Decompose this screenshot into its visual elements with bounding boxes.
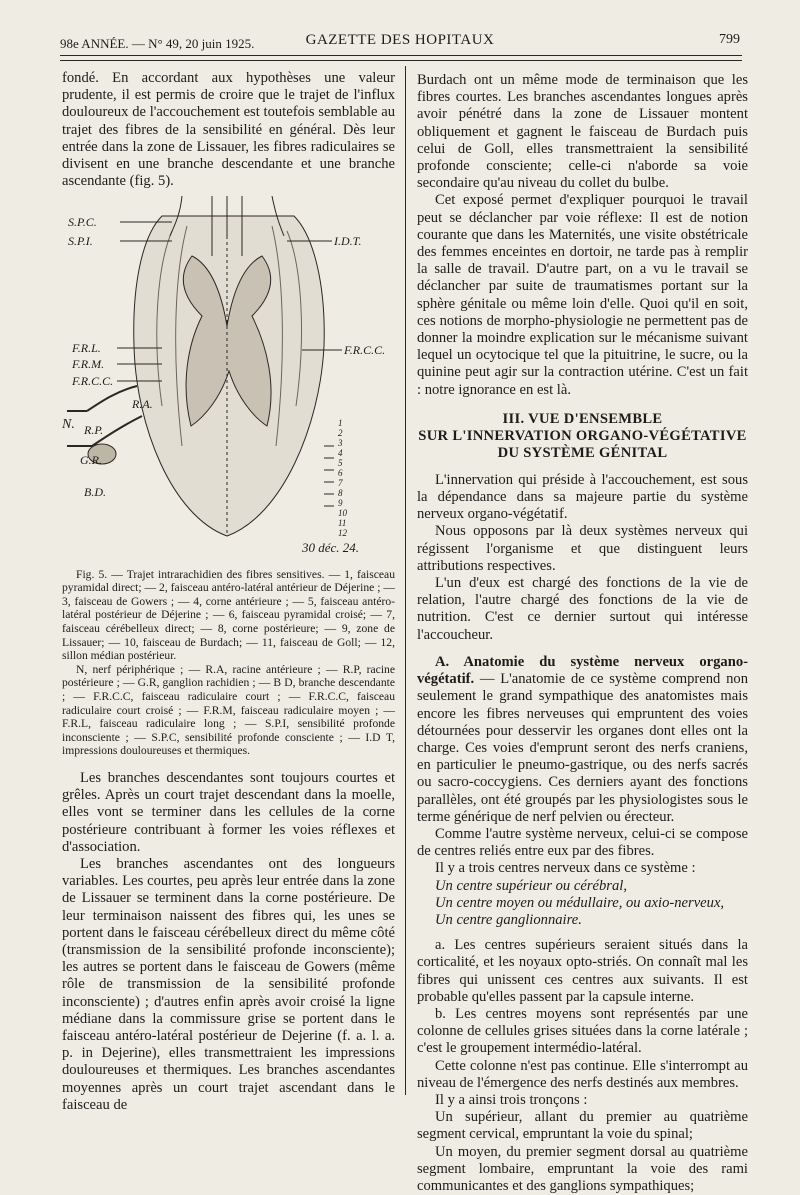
right-paragraph-1: Burdach ont un même mode de terminaison que les fibres courtes. Les branches ascendantes longues après avoir pénétré dans la zone de Lissauer montent obliquement et gagnent le faisceau de Burdach puis celui de Goll, elles transmettraient la sensibilité profonde consciente; celle-ci n'aborde sa voie secondaire qu'au niveau du collet du bulbe. <box>417 72 748 192</box>
header-rule <box>60 55 742 56</box>
column-divider <box>405 66 406 1095</box>
header-rule-2 <box>60 60 742 61</box>
right-paragraph-5: L'un d'eux est chargé des fonctions de la vie de relation, l'autre chargé des fonctions de la vie de nutrition. C'est ce dernier surtout qui intéresse l'accoucheur. <box>417 575 748 643</box>
tick-label-9: 9 <box>338 498 343 509</box>
list-item: Un centre supérieur ou cérébral, <box>435 877 627 894</box>
centres-list <box>417 878 748 930</box>
heading-line-1: III. VUE D'ENSEMBLE <box>502 410 663 427</box>
right-paragraph-7: Comme l'autre système nerveux, celui-ci se compose de centres reliés entre eux par des fibres. <box>417 825 748 860</box>
label-spi: S.P.I. <box>68 234 93 249</box>
label-spc: S.P.C. <box>68 215 97 230</box>
right-paragraph-13: Un supérieur, allant du premier au quatrième segment cervical, empruntant la voie du spinal; <box>417 1109 748 1143</box>
right-paragraph-6 <box>417 654 748 826</box>
right-paragraph-11: Cette colonne n'est pas continue. Elle s'interrompt au niveau de l'émergence des nerfs destinés aux membres. <box>417 1057 748 1091</box>
right-paragraph-9: a. Les centres supérieurs seraient situés dans la corticalité, et les noyaux opto-striés. On connaît mal les fibres qui unissent ces centres aux suivants. Il est probable qu'elles passent par la capsule interne. <box>417 937 748 1005</box>
left-paragraph-3: Les branches ascendantes ont des longueurs variables. Les courtes, peu après leur entrée dans la zone de Lissauer se terminent dans la corne postérieure. De leur terminaison naissent des fibres qui, les unes se portent dans le faisceau cérébelleux direct du même côté (transmission de la sensibilité profonde inconsciente); les autres se portent dans le faisceau de Gowers (même rôle de transmission de la sensibilité profonde inconsciente) ; d'autres enfin après avoir croisé la ligne médiane dans la commissure grise se portent dans le faisceau antéro-latéral postérieur de Dejerine (f. a. l. a. p. in Dejerine), elles transmettraient les impressions douloureuses et thermiques. Les branches ascendantes moyennes après un court trajet ascendant dans le faisceau de <box>62 855 395 1113</box>
tick-label-4: 4 <box>338 448 343 459</box>
tick-label-2: 2 <box>338 428 343 439</box>
label-gr: G.R. <box>80 453 102 468</box>
label-frl: F.R.L. <box>72 341 101 356</box>
label-ra: R.A. <box>132 397 153 412</box>
right-paragraph-10: b. Les centres moyens sont représentés par une colonne de cellules grises situées dans la corne latérale ; c'est le groupement intermédio-latéral. <box>417 1005 748 1057</box>
tick-label-7: 7 <box>338 478 343 489</box>
label-n: N. <box>62 417 75 433</box>
issue-info: 98e ANNÉE. — N° 49, 20 juin 1925. <box>60 36 255 51</box>
tick-label-5: 5 <box>338 458 343 469</box>
section-heading <box>417 411 748 462</box>
tick-label-8: 8 <box>338 488 343 499</box>
subheading-anatomie: A. Anatomie du système nerveux organo-végétatif. <box>417 653 748 688</box>
figure-spinal-cord <box>62 196 395 558</box>
list-item: Un centre moyen ou médullaire, ou axio-nerveux, <box>435 894 725 911</box>
heading-line-3: DU SYSTÈME GÉNITAL <box>497 444 668 461</box>
page-number: 799 <box>719 32 740 47</box>
left-paragraph-2: Les branches descendantes sont toujours courtes et grêles. Après un court trajet descendant dans la moelle, elles vont se terminer dans les cellules de la corne postérieure contribuant à former les voies réflexes et d'association. <box>62 769 395 855</box>
label-idt: I.D.T. <box>334 234 362 249</box>
tick-label-3: 3 <box>338 438 343 449</box>
page-header <box>60 30 740 52</box>
right-paragraph-6-text: — L'anatomie de ce système comprend non seulement le grand sympathique des anatomistes mais encore les fibres nerveuses qui empruntent des voies détournées pour desservir les organes dont elles ont la charge. Ces voies d'emprunt seront des nerfs craniens, en particulier le pneumo-gastrique, ou des nerfs sacrés ou sacro-coccygiens. Ces derniers ayant des fonctions parallèles, ont été groupés par les physiologistes sous le terme générique de nerf pelvien ou érecteur. <box>417 671 748 825</box>
list-item: Un centre ganglionnaire. <box>435 911 582 928</box>
label-frcc2: F.R.C.C. <box>72 374 114 389</box>
left-column <box>62 70 395 1114</box>
tick-label-11: 11 <box>338 518 347 529</box>
label-rp: R.P. <box>84 423 104 438</box>
label-frcc: F.R.C.C. <box>344 343 386 358</box>
right-paragraph-3: L'innervation qui préside à l'accouchement, est sous la dépendance dans sa majeure partie du système nerveux organo-végétatif. <box>417 471 748 523</box>
tick-label-1: 1 <box>338 418 343 429</box>
right-paragraph-4: Nous opposons par là deux systèmes nerveux qui régissent l'organisme et que distinguent leurs attributions respectives. <box>417 523 748 574</box>
label-bd: B.D. <box>84 485 106 500</box>
right-paragraph-2: Cet exposé permet d'expliquer pourquoi le travail peut se déclancher par voie réflexe: Il est de notion courante que dans les Maternités, une visite obstétricale des femmes enceintes en dortoir, ne tarde pas à remplir la salle de travail. D'autre part, on a vu le travail se déclancher par suite de traumatismes portant sur la sphère génitale ou même loin d'elle. Quoi qu'il en soit, ces notions de morpho-physiologie ne permettent pas de donner la moindre explication sur le mécanisme suivant lequel un ocytocique tel que la pituitrine, le sucre, ou la quinine peut agir sur la contraction utérine. C'est un fait : notre ignorance en est là. <box>417 192 748 398</box>
journal-title: GAZETTE DES HOPITAUX <box>305 32 495 48</box>
right-paragraph-8: Il y a trois centres nerveux dans ce système : <box>435 860 696 877</box>
tick-label-10: 10 <box>338 508 347 519</box>
right-paragraph-12: Il y a ainsi trois tronçons : <box>435 1091 588 1108</box>
caption-legend: N, nerf périphérique ; — R.A, racine antérieure ; — R.P, racine postérieure ; — G.R, ganglion rachidien ; — B D, branche descendante ; — F.R.C.C, faisceau radiculaire court ; — F.R.C.C, faisceau radiculaire court croisé ; — F.R.M, faisceau radiculaire moyen ; — F.R.L, faisceau radiculaire long ; — S.P.I, sensibilité profonde inconsciente ; — S.P.C, sensibilité profonde consciente ; — I.D T, impressions douloureuses et thermiques. <box>62 662 395 758</box>
right-paragraph-14: Un moyen, du premier segment dorsal au quatrième segment lombaire, empruntant la voie des rami communicantes et des ganglions sympathiques; <box>417 1143 748 1194</box>
figure-caption <box>62 568 395 758</box>
right-column <box>417 72 748 1195</box>
heading-line-2: SUR L'INNERVATION ORGANO-VÉGÉTATIVE <box>418 427 747 444</box>
left-paragraph-1: fondé. En accordant aux hypothèses une valeur prudente, il est permis de croire que le trajet de l'influx douloureux de l'accouchement est toutefois semblable au trajet des fibres de la sensibilité en général. Dès leur entrée dans la zone de Lissauer, les fibres radiculaires se divisent en une branche descendante et une branche ascendante (fig. 5). <box>62 70 395 190</box>
label-frm: F.R.M. <box>72 357 105 372</box>
caption-text: Fig. 5. — Trajet intrarachidien des fibres sensitives. — 1, faisceau pyramidal direct; — 2, faisceau antéro-latéral antérieur de Déjerine ; — 3, faisceau de Gowers ; — 4, corne antérieure ; — 5, faisceau antéro-latéral postérieur de Déjerine ; — 6, faisceau pyramidal croisé; — 7, faisceau cérébelleux direct; — 8, corne postérieure; — 9, zone de Lissauer; — 10, faisceau de Burdach; — 11, faisceau de Goll; — 12, sillon médian postérieur. <box>62 567 395 663</box>
artist-signature: 30 déc. 24. <box>302 540 360 556</box>
tick-label-12: 12 <box>338 528 347 539</box>
tick-label-6: 6 <box>338 468 343 479</box>
